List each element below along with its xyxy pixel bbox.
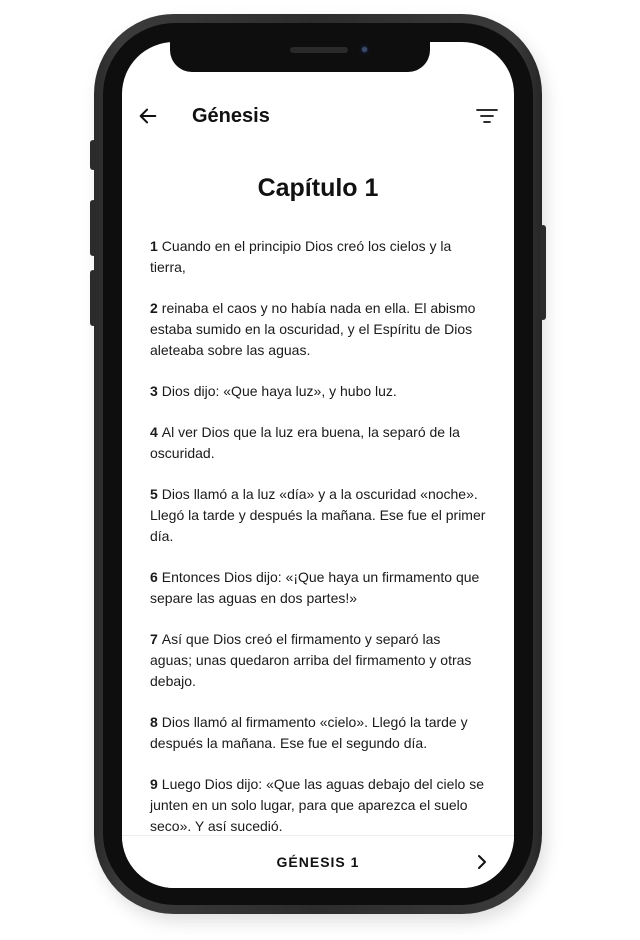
- verse-text: Entonces Dios dijo: «¡Que haya un firmamento que separe las aguas en dos partes!»: [150, 569, 480, 606]
- verse-text: Dios llamó al firmamento «cielo». Llegó la tarde y después la mañana. Ese fue el segundo día.: [150, 714, 468, 751]
- verse-number: 3: [150, 383, 158, 399]
- verse: [150, 484, 486, 547]
- phone-mute-switch: [90, 140, 96, 170]
- phone-volume-down: [90, 270, 96, 326]
- verse: [150, 236, 486, 278]
- verse-text: Al ver Dios que la luz era buena, la separó de la oscuridad.: [150, 424, 460, 461]
- app-header: [122, 92, 514, 144]
- verse: [150, 712, 486, 754]
- verse-text: Así que Dios creó el firmamento y separó las aguas; unas quedaron arriba del firmamento y otras debajo.: [150, 631, 472, 689]
- verse-text: Dios dijo: «Que haya luz», y hubo luz.: [161, 383, 397, 399]
- phone-volume-up: [90, 200, 96, 256]
- verse-text: Luego Dios dijo: «Que las aguas debajo del cielo se junten en un solo lugar, para que aparezca el suelo seco». Y así sucedió.: [150, 776, 485, 834]
- verse-list: [150, 236, 486, 836]
- verse-number: 5: [150, 486, 158, 502]
- chapter-title: Capítulo 1: [257, 174, 379, 202]
- filter-icon: [475, 106, 499, 126]
- app-screen: [122, 42, 514, 888]
- verse: [150, 774, 486, 836]
- verse-number: 8: [150, 714, 158, 730]
- chapter-content[interactable]: [122, 146, 514, 836]
- verse-text: reinaba el caos y no había nada en ella. El abismo estaba sumido en la oscuridad, y el Espíritu de Dios aleteaba sobre las aguas.: [150, 300, 476, 358]
- verse: [150, 298, 486, 361]
- phone-power-button: [540, 225, 546, 320]
- verse-number: 6: [150, 569, 158, 585]
- verse-number: 4: [150, 424, 158, 440]
- verse-number: 9: [150, 776, 158, 792]
- book-title: Génesis: [192, 105, 270, 127]
- verse-text: Dios llamó a la luz «día» y a la oscuridad «noche». Llegó la tarde y después la mañana. Ese fue el primer día.: [150, 486, 486, 544]
- verse: [150, 567, 486, 609]
- verse: [150, 422, 486, 464]
- front-camera-lens: [362, 47, 367, 52]
- bottom-navigation-bar: [122, 835, 514, 888]
- phone-speaker: [290, 47, 348, 53]
- phone-notch: [170, 40, 430, 72]
- next-chapter-button[interactable]: [470, 850, 494, 874]
- verse-number: 2: [150, 300, 158, 316]
- chevron-right-icon: [475, 853, 489, 871]
- back-button[interactable]: [136, 104, 160, 128]
- current-chapter-label[interactable]: GÉNESIS 1: [276, 854, 360, 870]
- filter-button[interactable]: [474, 104, 500, 128]
- verse: [150, 381, 486, 402]
- verse-number: 7: [150, 631, 158, 647]
- verse-text: Cuando en el principio Dios creó los cielos y la tierra,: [150, 238, 452, 275]
- verse-number: 1: [150, 238, 158, 254]
- verse: [150, 629, 486, 692]
- arrow-left-icon: [137, 105, 159, 127]
